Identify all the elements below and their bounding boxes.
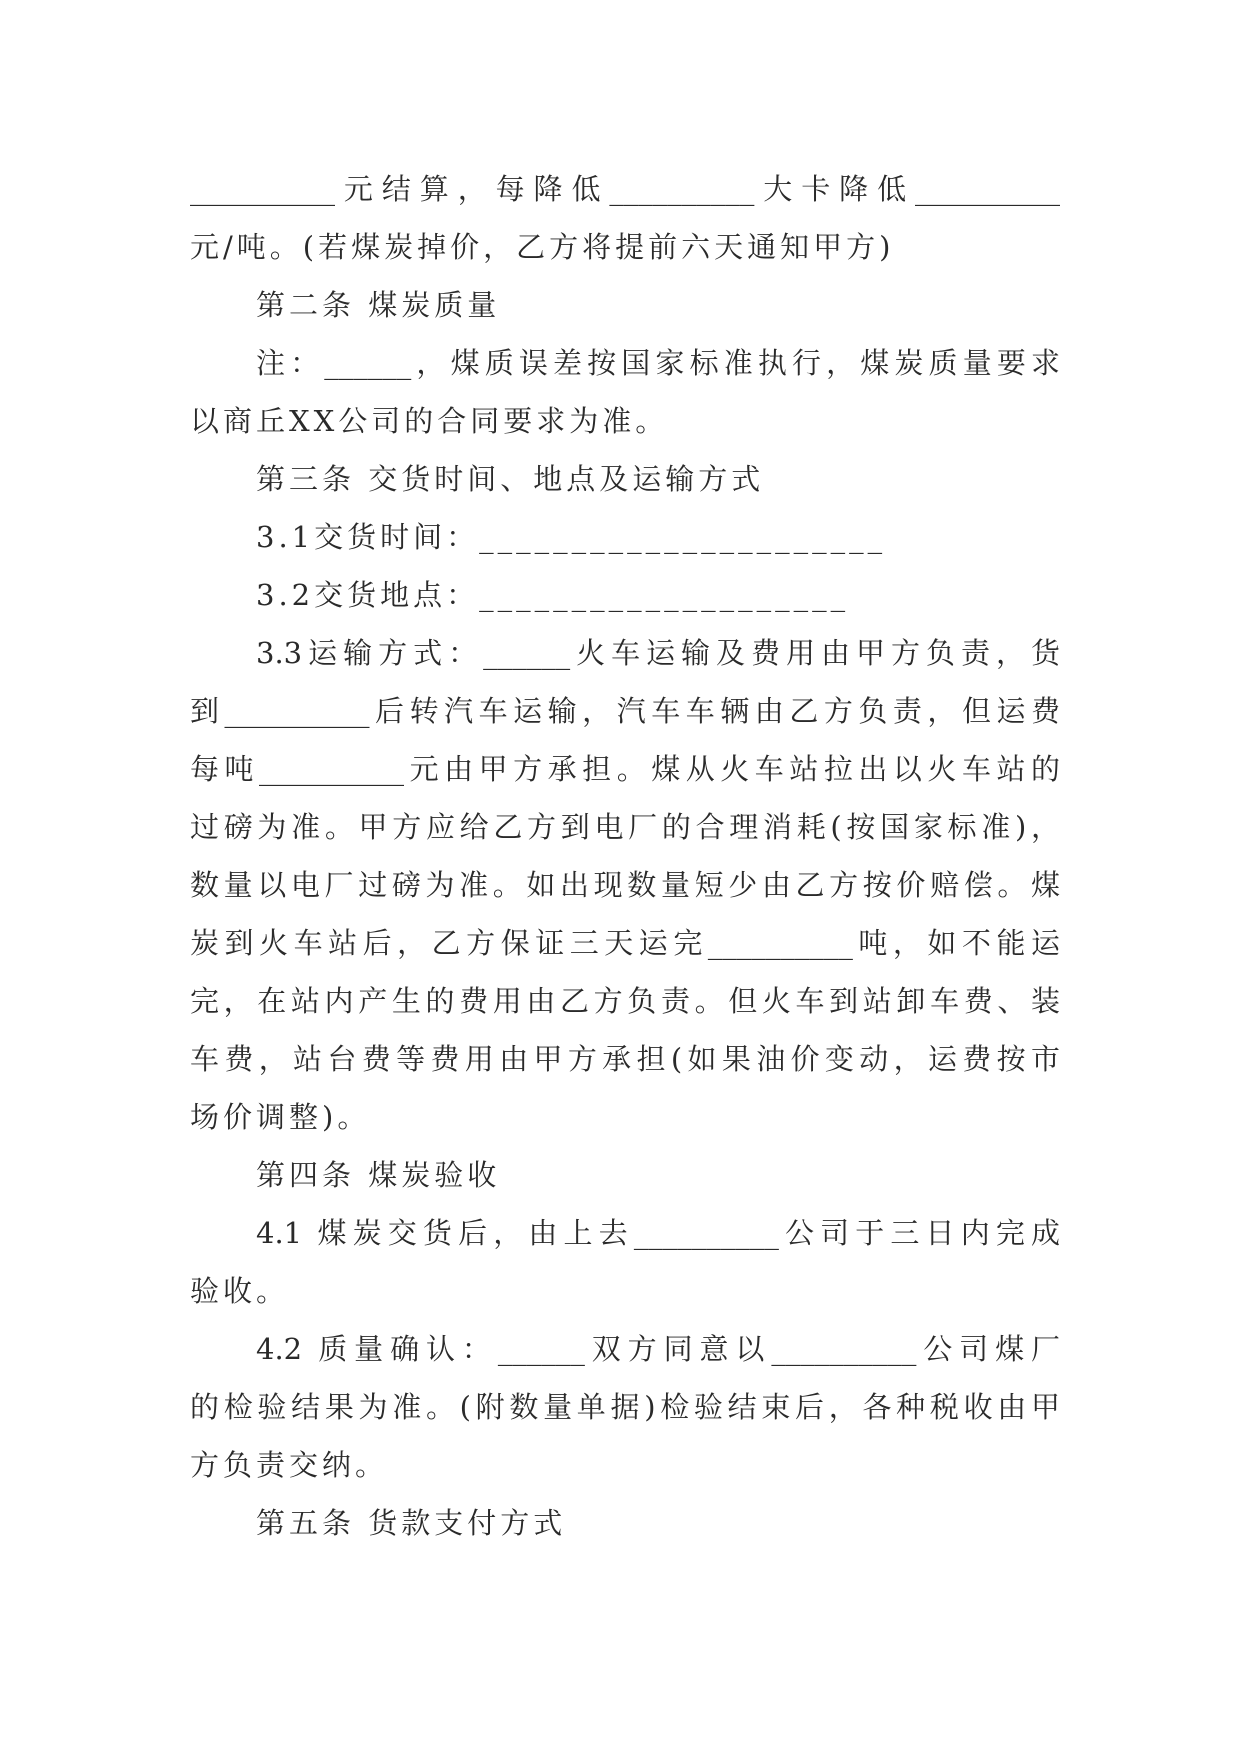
clause-line: 3.3运输方式：______火车运输及费用由甲方负责，货 (256, 636, 1060, 670)
clause-line: 4.1 煤炭交货后，由上去__________公司于三日内完成 (256, 1216, 1060, 1250)
clause-line: 3.2交货地点：____________________ (256, 578, 850, 612)
text-line: 到__________后转汽车运输，汽车车辆由乙方负责，但运费 (190, 694, 1060, 728)
clause-line: 3.1交货时间：______________________ (256, 520, 887, 554)
text-line: 方负责交纳。 (190, 1448, 389, 1482)
text-line: 过磅为准。甲方应给乙方到电厂的合理消耗(按国家标准)， (190, 810, 1060, 844)
text-line: 完，在站内产生的费用由乙方负责。但火车到站卸车费、装 (190, 984, 1060, 1018)
text-line: 炭到火车站后，乙方保证三天运完__________吨，如不能运 (190, 926, 1060, 960)
text-line: __________元结算，每降低__________大卡降低__________ (190, 172, 1060, 206)
text-line: 每吨__________元由甲方承担。煤从火车站拉出以火车站的 (190, 752, 1060, 786)
text-line: 的检验结果为准。(附数量单据)检验结束后，各种税收由甲 (190, 1390, 1060, 1424)
section-heading: 第四条 煤炭验收 (256, 1158, 501, 1192)
section-heading: 第五条 货款支付方式 (256, 1506, 567, 1540)
section-heading: 第二条 煤炭质量 (256, 288, 501, 322)
text-line: 注：______，煤质误差按国家标准执行，煤炭质量要求 (256, 346, 1060, 380)
text-line: 场价调整)。 (190, 1100, 371, 1134)
text-line: 以商丘XX公司的合同要求为准。 (190, 404, 669, 438)
text-line: 验收。 (190, 1274, 290, 1308)
document-page (190, 160, 1060, 1552)
text-line: 车费，站台费等费用由甲方承担(如果油价变动，运费按市 (190, 1042, 1060, 1076)
clause-line: 4.2 质量确认：______双方同意以__________公司煤厂 (256, 1332, 1060, 1366)
section-heading: 第三条 交货时间、地点及运输方式 (256, 462, 765, 496)
text-line: 元/吨。(若煤炭掉价，乙方将提前六天通知甲方) (190, 230, 895, 264)
text-line: 数量以电厂过磅为准。如出现数量短少由乙方按价赔偿。煤 (190, 868, 1060, 902)
